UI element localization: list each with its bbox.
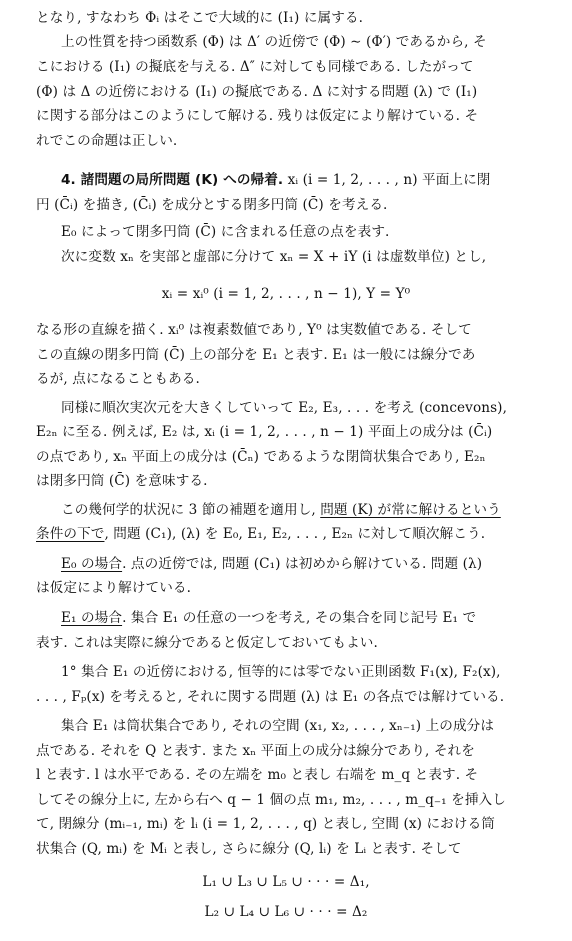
- text-line: 点である. それを Q と表す. また xₙ 平面上の成分は線分であり, それを: [36, 743, 475, 759]
- text-line: 表す. これは実際に線分であると仮定しておいてもよい.: [36, 635, 378, 651]
- text-line: 集合 E₁ は筒状集合であり, それの空間 (x₁, x₂, . . . , xₙ₋₁) 上の成分は: [61, 718, 495, 734]
- text-line: こにおける (I₁) の擬底を与える. Δ″ に対しても同様である. したがって: [36, 59, 474, 75]
- underlined-condition: 条件の下で: [36, 526, 105, 542]
- text-line: 1° 集合 E₁ の近傍における, 恒等的には零でない正則函数 F₁(x), F₂(x),: [61, 664, 501, 680]
- text-line: 上の性質を持つ函数系 (Φ) は Δ′ の近傍で (Φ) ∼ (Φ′) であるから, そ: [61, 34, 487, 50]
- display-equation: L₂ ∪ L₄ ∪ L₆ ∪ · · · = Δ₂: [204, 904, 368, 920]
- display-equation: L₁ ∪ L₃ ∪ L₅ ∪ · · · = Δ₁,: [202, 874, 370, 890]
- text-line: [61, 500, 501, 520]
- section-4-first-line: [61, 170, 491, 190]
- text-span: , 問題 (C₁), (λ) を E₀, E₁, E₂, . . . , E₂ₙ に対して順次解こう.: [104, 526, 486, 542]
- text-line: るが, 点になることもある.: [36, 371, 200, 387]
- text-line: は仮定により解けている.: [36, 580, 192, 596]
- text-line: 状集合 (Q, mᵢ) を Mᵢ と表し, さらに線分 (Q, lᵢ) を Lᵢ と表す. そして: [36, 841, 462, 857]
- text-line: . . . , Fₚ(x) を考えると, それに関する問題 (λ) は E₁ の各点では解けている.: [36, 689, 505, 705]
- text-line: (Φ) は Δ の近傍における (I₁) の擬底である. Δ に対する問題 (λ) で (I₁): [36, 84, 478, 100]
- text-line: この直線の閉多円筒 (C̄) 上の部分を E₁ と表す. E₁ は一般には線分であ: [36, 347, 476, 363]
- text-line: れでこの命題は正しい.: [36, 133, 178, 149]
- text-line: [36, 524, 485, 544]
- text-span: この幾何学的状況に 3 節の補題を適用し,: [61, 502, 321, 518]
- underlined-condition: 問題 (K) が常に解けるという: [320, 502, 501, 518]
- text-line: してその線分上に, 左から右へ q − 1 個の点 m₁, m₂, . . . , m_q₋₁ を挿入し: [36, 792, 506, 808]
- text-line: l と表す. l は水平である. その左端を m₀ と表し 右端を m_q と表す. そ: [36, 767, 479, 783]
- text-span: . 点の近傍では, 問題 (C₁) は初めから解けている. 問題 (λ): [122, 556, 483, 572]
- text-line: の点であり, xₙ 平面上の成分は (C̄ₙ) であるような閉筒状集合であり, E₂ₙ: [36, 449, 486, 465]
- text-line: は閉多円筒 (C̄) を意味する.: [36, 473, 208, 489]
- text-line: なる形の直線を描く. xᵢ⁰ は複素数値であり, Y⁰ は実数値である. そして: [36, 322, 472, 338]
- case-e1-line: [61, 608, 476, 628]
- case-e0-line: [61, 554, 482, 574]
- text-span: . 集合 E₁ の任意の一つを考え, その集合を同じ記号 E₁ で: [122, 610, 477, 626]
- text-line: E₀ によって閉多円筒 (C̄) に含まれる任意の点を表す.: [61, 224, 390, 240]
- section-heading: 4. 諸問題の局所問題 (K) への帰着.: [61, 172, 284, 188]
- text-line: となり, すなわち Φᵢ はそこで大域的に (I₁) に属する.: [36, 10, 364, 26]
- text-span: xᵢ (i = 1, 2, . . . , n) 平面上に閉: [287, 172, 491, 188]
- case-label: E₀ の場合: [61, 556, 123, 572]
- case-label: E₁ の場合: [61, 610, 123, 626]
- text-line: 同様に順次実次元を大きくしていって E₂, E₃, . . . を考え (concevons),: [61, 400, 508, 416]
- text-line: E₂ₙ に至る. 例えば, E₂ は, xᵢ (i = 1, 2, . . . , n − 1) 平面上の成分は (C̄ᵢ): [36, 424, 493, 440]
- text-line: に関する部分はこのようにして解ける. 残りは仮定により解けている. そ: [36, 108, 479, 124]
- display-equation: xᵢ = xᵢ⁰ (i = 1, 2, . . . , n − 1), Y = Y⁰: [161, 286, 411, 302]
- text-line: て, 閉線分 (mᵢ₋₁, mᵢ) を lᵢ (i = 1, 2, . . . , q) と表し, 空間 (x) における筒: [36, 816, 495, 832]
- text-line: 円 (C̄ᵢ) を描き, (C̄ᵢ) を成分とする閉多円筒 (C̄) を考える.: [36, 197, 388, 213]
- text-line: 次に変数 xₙ を実部と虚部に分けて xₙ = X + iY (i は虚数単位) とし,: [61, 249, 487, 265]
